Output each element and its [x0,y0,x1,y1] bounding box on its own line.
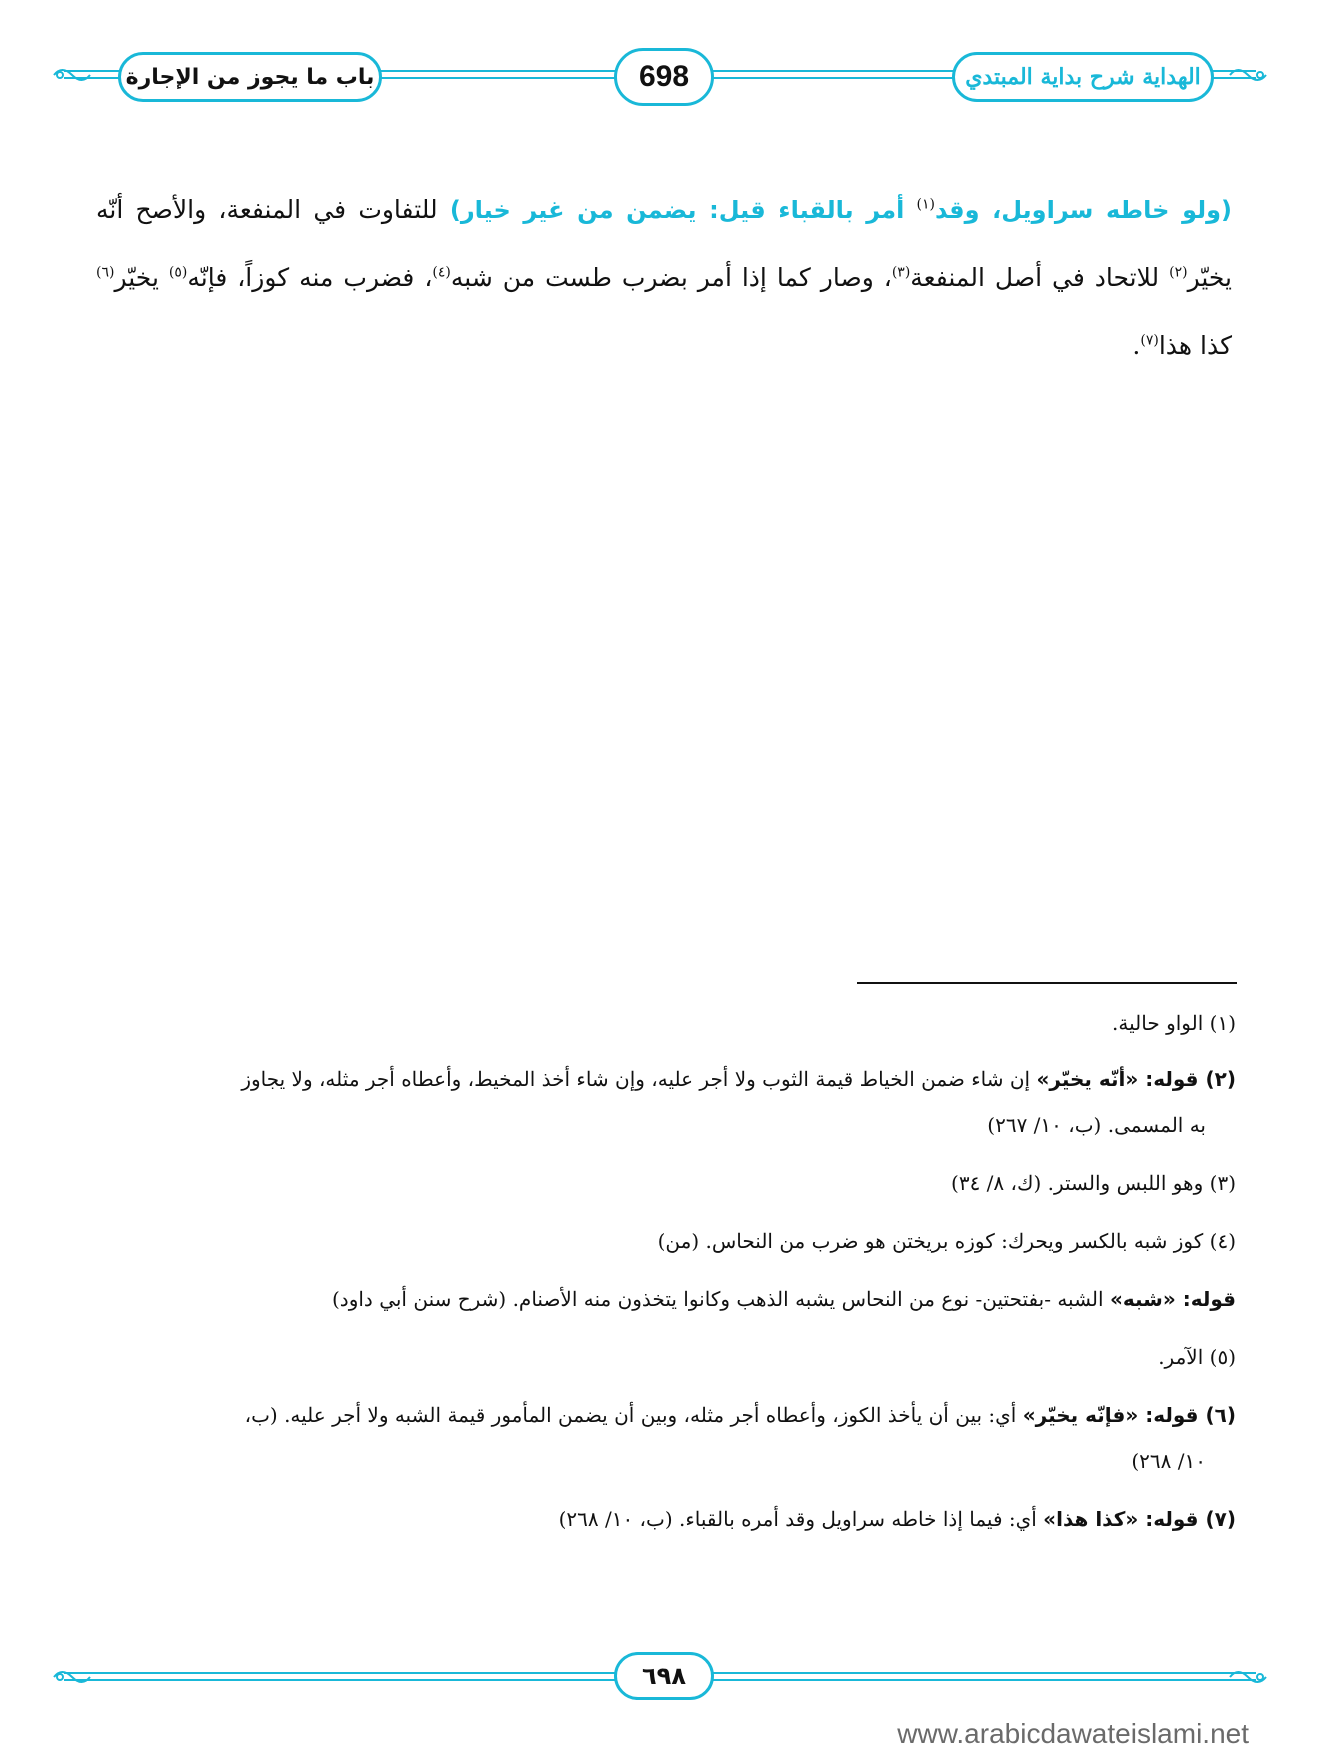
chapter-title: باب ما يجوز من الإجارة [125,64,375,90]
scroll-ornament-left-icon [52,65,92,85]
footnote-3-text: (٣) وهو اللبس والستر. (ك، ٨/ ٣٤) [951,1171,1236,1195]
footnote-ref-6: (٦) [96,264,115,281]
sharh-text-6: كذا هذا [1158,331,1232,360]
footer-page-number: ٦٩٨ [642,1662,686,1690]
footer-scroll-right-icon [1228,1667,1268,1687]
footnote-ref-4: (٤) [432,264,451,281]
footnote-6 [96,1400,1236,1476]
page-number-pill [614,48,714,106]
sharh-text-7: . [1132,331,1141,360]
sharh-text-4: ، فضرب منه كوزاً، فإنّه [187,263,433,292]
footnote-1-text: (١) الواو حالية. [1112,1011,1236,1035]
footnote-ref-3: (٣) [891,264,911,281]
footnote-ref-1: (١) [916,196,936,213]
footnote-2-continuation: به المسمى. (ب، ١٠/ ٢٦٧) [987,1113,1206,1137]
footer-scroll-left-icon [52,1667,92,1687]
matn-text-2: أمر بالقباء قيل: يضمن من غير خيار) [449,196,905,224]
footnote-3 [96,1168,1236,1198]
scroll-ornament-right-icon [1228,65,1268,85]
footnote-4b-text: الشبه -بفتحتين- نوع من النحاس يشبه الذهب وكانوا يتخذون منه الأصنام. (شرح سنن أبي داود) [332,1287,1110,1311]
footnote-4b [96,1284,1236,1314]
footnote-6-label: (٦) قوله: «فإنّه يخيّر» [1022,1403,1236,1427]
footnote-2 [96,1064,1236,1140]
sharh-text-1: للتفاوت في المنفعة، والأصح أنّه يخيّر [96,195,1232,292]
website-url: www.arabicdawateislami.net [897,1718,1249,1749]
footnote-separator [857,982,1237,984]
page-number: 698 [638,60,690,93]
chapter-title-pill [118,52,382,102]
book-logo-pill [952,52,1214,102]
footer-page-number-pill [614,1652,714,1700]
book-logo: الهداية شرح بداية المبتدي [965,64,1201,90]
footnote-7 [96,1504,1236,1534]
footnote-4 [96,1226,1236,1256]
matn-text-1: (ولو خاطه سراويل، وقد [935,196,1233,224]
footnote-2-text: إن شاء ضمن الخياط قيمة الثوب ولا أجر عليه، وإن شاء أخذ المخيط، وأعطاه أجر مثله، ولا يجاوز [241,1067,1037,1091]
footnote-5-text: (٥) الآمر. [1158,1345,1236,1369]
footnote-ref-2: (٢) [1169,264,1188,281]
footnote-6-text: أي: بين أن يأخذ الكوز، وأعطاه أجر مثله، وبين أن يضمن المأمور قيمة الشبه ولا أجر عليه. (ب، [244,1403,1023,1427]
footnote-4-text: (٤) كوز شبه بالكسر ويحرك: كوزه بريختن هو ضرب من النحاس. (من) [657,1229,1236,1253]
footnote-7-label: (٧) قوله: «كذا هذا» [1043,1507,1236,1531]
footnote-2-label: (٢) قوله: «أنّه يخيّر» [1036,1067,1236,1091]
footnote-6-continuation: ١٠/ ٢٦٨) [1131,1449,1206,1473]
footnote-5 [96,1342,1236,1372]
sharh-text-5: يخيّر [114,263,159,292]
main-paragraph [96,176,1232,380]
footnote-1 [96,1008,1236,1038]
footnote-ref-5: (٥) [168,264,188,281]
footnote-4b-label: قوله: «شبه» [1109,1287,1236,1311]
sharh-text-3: ، وصار كما إذا أمر بضرب طست من شبه [450,263,892,292]
footnote-7-text: أي: فيما إذا خاطه سراويل وقد أمره بالقباء. (ب، ١٠/ ٢٦٨) [558,1507,1044,1531]
footnote-ref-7: (٧) [1140,332,1159,349]
sharh-text-2: للاتحاد في أصل المنفعة [910,263,1160,292]
